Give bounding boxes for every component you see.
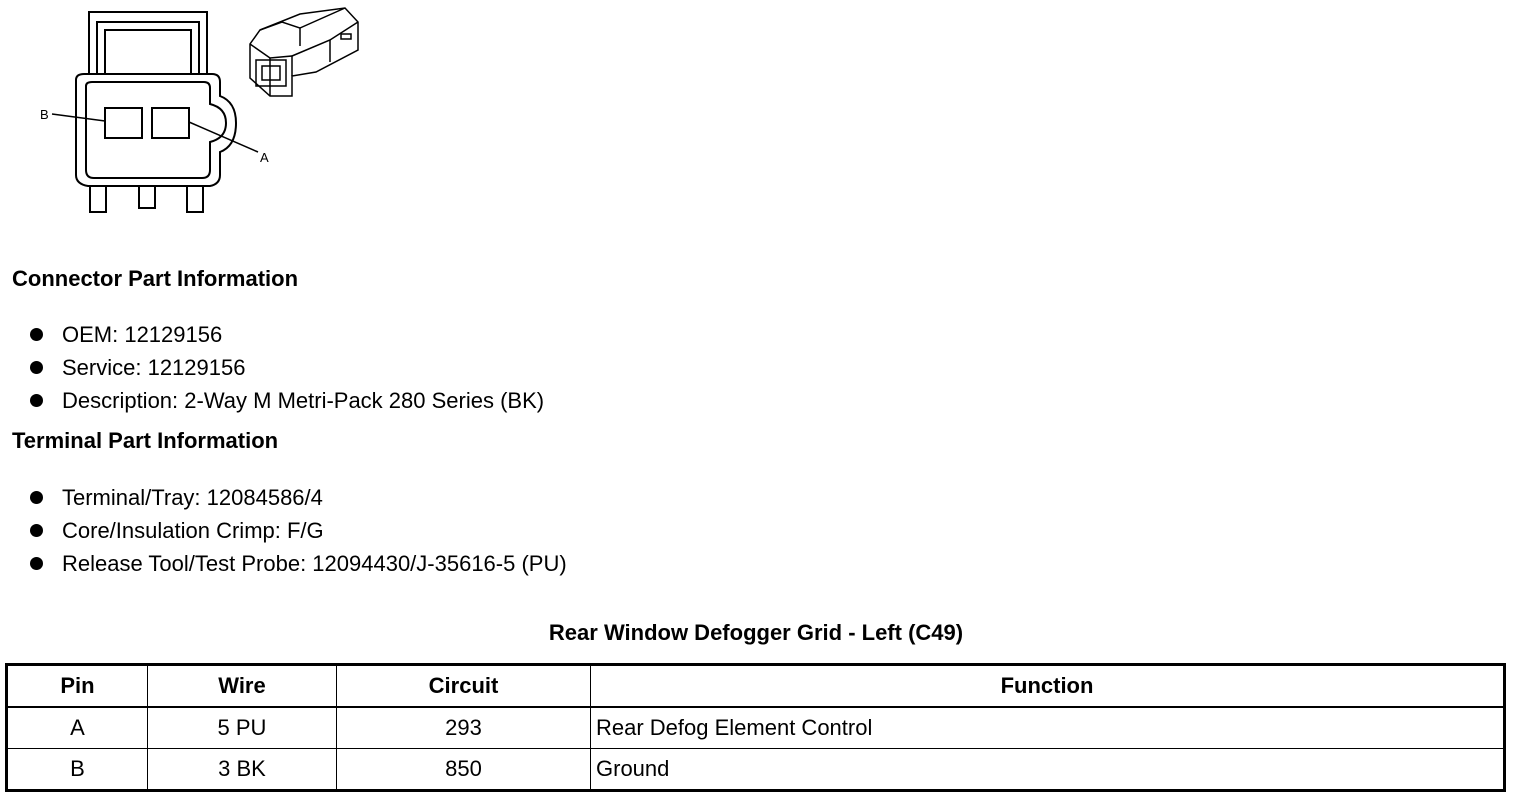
wire-cell: 5 PU: [148, 707, 337, 749]
pin-cell: A: [7, 707, 148, 749]
terminal-part-info-list: [30, 481, 567, 580]
list-item: [30, 351, 544, 384]
pin-table-title: Rear Window Defogger Grid - Left (C49): [548, 620, 964, 645]
terminal-part-info-heading: Terminal Part Information: [12, 428, 279, 453]
bullet-icon: [30, 491, 43, 504]
connector-diagram: [0, 0, 380, 225]
connector-part-info-list: [30, 318, 544, 417]
list-item: [30, 547, 567, 580]
list-item: [30, 514, 567, 547]
table-row: [7, 707, 1505, 749]
table-row: [7, 749, 1505, 791]
list-item-text: Core/Insulation Crimp: F/G: [62, 518, 324, 543]
bullet-icon: [30, 394, 43, 407]
bullet-icon: [30, 557, 43, 570]
list-item: [30, 384, 544, 417]
bullet-icon: [30, 361, 43, 374]
list-item-text: Terminal/Tray: 12084586/4: [62, 485, 323, 510]
bullet-icon: [30, 524, 43, 537]
table-header-row: [7, 665, 1505, 708]
column-header-pin: Pin: [7, 665, 148, 708]
list-item-text: Service: 12129156: [62, 355, 246, 380]
pin-a-callout: A: [260, 150, 269, 165]
column-header-wire: Wire: [148, 665, 337, 708]
wire-cell: 3 BK: [148, 749, 337, 791]
column-header-circuit: Circuit: [337, 665, 591, 708]
list-item-text: OEM: 12129156: [62, 322, 223, 347]
list-item-text: Description: 2-Way M Metri-Pack 280 Series (BK): [62, 388, 545, 413]
pin-cell: B: [7, 749, 148, 791]
list-item-text: Release Tool/Test Probe: 12094430/J-35616-5 (PU): [62, 551, 567, 576]
pin-b-callout: B: [40, 107, 49, 122]
list-item: [30, 481, 567, 514]
function-cell: Ground: [591, 749, 1505, 791]
function-cell: Rear Defog Element Control: [591, 707, 1505, 749]
connector-part-info-heading: Connector Part Information: [12, 266, 299, 291]
circuit-cell: 850: [337, 749, 591, 791]
connector-isometric-view: [250, 8, 358, 96]
list-item: [30, 318, 544, 351]
pin-table: [5, 663, 1506, 792]
column-header-function: Function: [591, 665, 1505, 708]
bullet-icon: [30, 328, 43, 341]
circuit-cell: 293: [337, 707, 591, 749]
